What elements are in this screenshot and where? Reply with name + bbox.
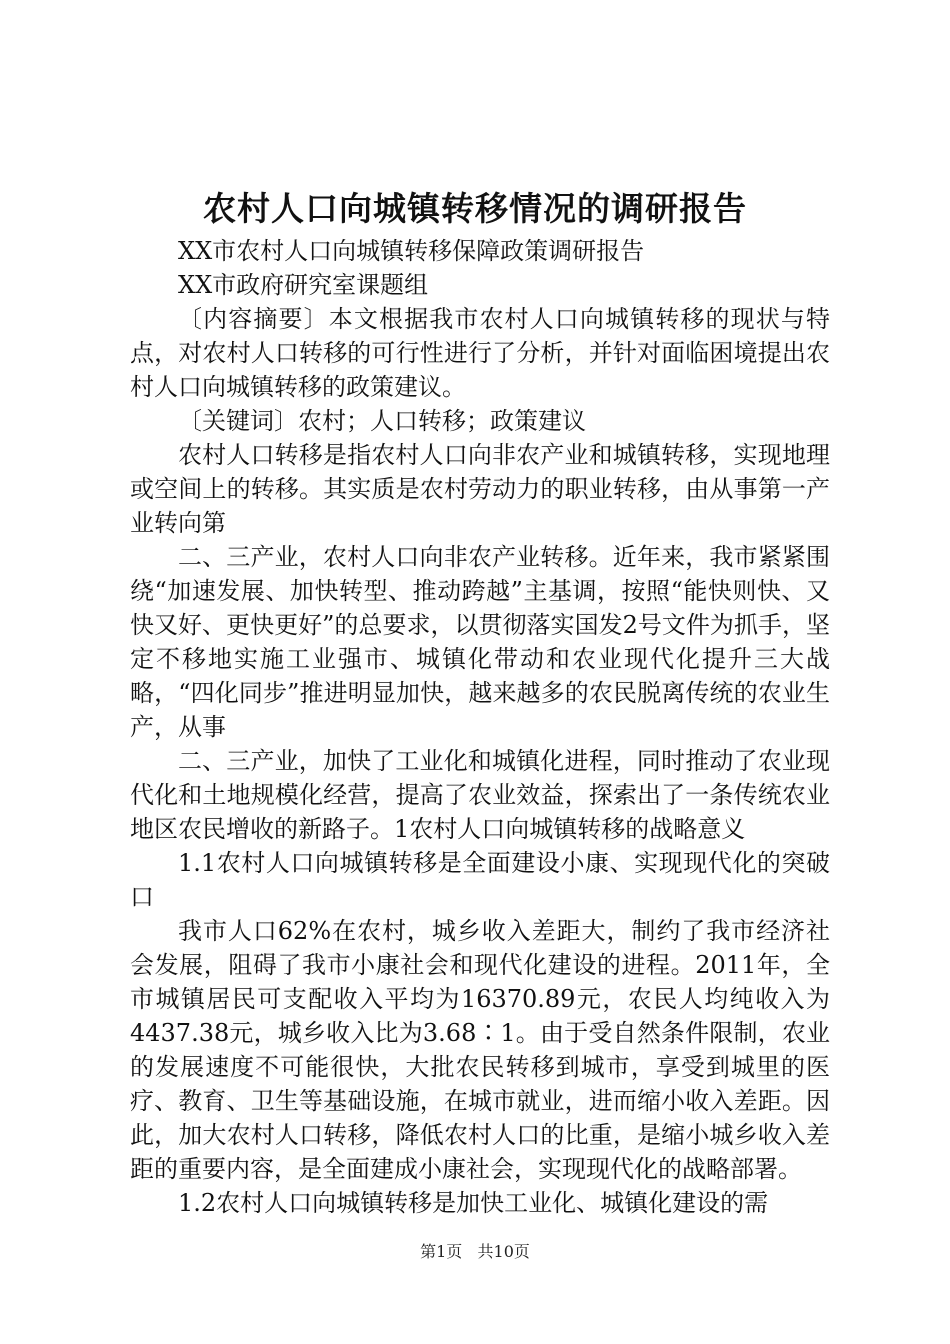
document-body xyxy=(130,234,830,1220)
document-title: 农村人口向城镇转移情况的调研报告 xyxy=(203,189,747,228)
paragraph-body: 农村人口转移是指农村人口向非农产业和城镇转移，实现地理或空间上的转移。其实质是农村劳动力的职业转移，由从事第一产业转向第 xyxy=(130,441,830,537)
paragraph-keywords: 〔关键词〕农村；人口转移；政策建议 xyxy=(178,407,586,435)
page-total: 共10页 xyxy=(477,1242,530,1261)
section-heading: 1.1农村人口向城镇转移是全面建设小康、实现现代化的突破口 xyxy=(130,849,830,911)
paragraph-author: XX市政府研究室课题组 xyxy=(178,271,429,299)
page-number: 第1页 xyxy=(420,1242,463,1261)
paragraph-body: 我市人口62%在农村，城乡收入差距大，制约了我市经济社会发展，阻碍了我市小康社会和现代化建设的进程。2011年，全市城镇居民可支配收入平均为16370.89元，农民人均纯收入为4437.38元，城乡收入比为3.68∶1。由于受自然条件限制，农业的发展速度不可能很快，大批农民转移到城市，享受到城里的医疗、教育、卫生等基础设施，在城市就业，进而缩小收入差距。因此，加大农村人口转移，降低农村人口的比重，是缩小城乡收入差距的重要内容，是全面建成小康社会，实现现代化的战略部署。 xyxy=(130,917,830,1183)
paragraph-abstract: 〔内容摘要〕本文根据我市农村人口向城镇转移的现状与特点，对农村人口转移的可行性进行了分析，并针对面临困境提出农村人口向城镇转移的政策建议。 xyxy=(130,305,830,401)
paragraph-subtitle: XX市农村人口向城镇转移保障政策调研报告 xyxy=(178,237,645,265)
paragraph-body: 二、三产业，农村人口向非农产业转移。近年来，我市紧紧围绕“加速发展、加快转型、推动跨越”主基调，按照“能快则快、又快又好、更快更好”的总要求，以贯彻落实国发2号文件为抓手，坚定不移地实施工业强市、城镇化带动和农业现代化提升三大战略，“四化同步”推进明显加快，越来越多的农民脱离传统的农业生产，从事 xyxy=(130,543,830,741)
section-heading: 1.2农村人口向城镇转移是加快工业化、城镇化建设的需 xyxy=(178,1189,769,1217)
paragraph-body: 二、三产业，加快了工业化和城镇化进程，同时推动了农业现代化和土地规模化经营，提高了农业效益，探索出了一条传统农业地区农民增收的新路子。1农村人口向城镇转移的战略意义 xyxy=(130,747,830,843)
page-separator xyxy=(467,1242,472,1261)
page-footer xyxy=(0,1240,950,1264)
